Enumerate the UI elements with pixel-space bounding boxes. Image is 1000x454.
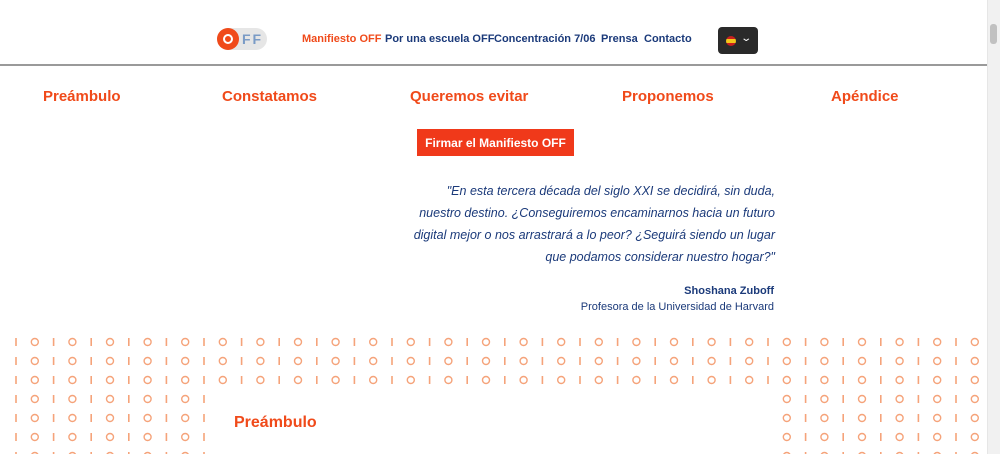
- quote-line: que podamos considerar nuestro hogar?": [545, 250, 775, 264]
- binary-zero-mark: [69, 377, 76, 384]
- binary-zero-mark: [332, 339, 339, 346]
- binary-zero-mark: [671, 339, 678, 346]
- binary-zero-mark: [69, 396, 76, 403]
- binary-zero-mark: [934, 339, 941, 346]
- binary-zero-mark: [746, 377, 753, 384]
- binary-zero-mark: [633, 377, 640, 384]
- binary-zero-mark: [31, 396, 38, 403]
- binary-zero-mark: [219, 377, 226, 384]
- binary-zero-mark: [971, 339, 978, 346]
- binary-zero-mark: [558, 377, 565, 384]
- binary-zero-mark: [971, 358, 978, 365]
- binary-zero-mark: [107, 434, 114, 441]
- quote-author: Shoshana Zuboff: [684, 285, 774, 297]
- binary-zero-mark: [182, 415, 189, 422]
- binary-zero-mark: [558, 339, 565, 346]
- vertical-scrollbar[interactable]: [987, 0, 1000, 454]
- binary-zero-mark: [144, 339, 151, 346]
- binary-zero-mark: [859, 339, 866, 346]
- section-title: Preámbulo: [234, 414, 317, 431]
- binary-zero-mark: [144, 434, 151, 441]
- binary-zero-mark: [595, 358, 602, 365]
- site-header: [0, 0, 988, 66]
- binary-zero-mark: [859, 396, 866, 403]
- binary-zero-mark: [821, 396, 828, 403]
- binary-zero-mark: [31, 339, 38, 346]
- binary-zero-mark: [821, 339, 828, 346]
- binary-zero-mark: [971, 377, 978, 384]
- binary-zero-mark: [934, 434, 941, 441]
- binary-zero-mark: [595, 339, 602, 346]
- binary-zero-mark: [971, 434, 978, 441]
- binary-zero-mark: [783, 377, 790, 384]
- binary-zero-mark: [219, 358, 226, 365]
- binary-zero-mark: [595, 377, 602, 384]
- quote-block: [390, 180, 775, 268]
- binary-zero-mark: [407, 339, 414, 346]
- binary-zero-mark: [783, 358, 790, 365]
- binary-zero-mark: [107, 396, 114, 403]
- binary-zero-mark: [971, 396, 978, 403]
- binary-zero-mark: [69, 339, 76, 346]
- quote-line: "En esta tercera década del siglo XXI se decidirá, sin duda,: [446, 184, 775, 198]
- binary-zero-mark: [821, 415, 828, 422]
- binary-zero-mark: [107, 377, 114, 384]
- binary-zero-mark: [257, 377, 264, 384]
- binary-zero-mark: [144, 377, 151, 384]
- binary-zero-mark: [520, 358, 527, 365]
- binary-zero-mark: [821, 434, 828, 441]
- binary-zero-mark: [896, 396, 903, 403]
- nav-prensa[interactable]: Prensa: [601, 33, 638, 45]
- binary-zero-mark: [821, 377, 828, 384]
- binary-zero-mark: [69, 415, 76, 422]
- nav-concentracion[interactable]: Concentración 7/06: [494, 33, 596, 45]
- binary-zero-mark: [31, 434, 38, 441]
- logo-text: FF: [242, 31, 264, 47]
- binary-zero-mark: [896, 434, 903, 441]
- binary-zero-mark: [295, 358, 302, 365]
- binary-zero-mark: [257, 339, 264, 346]
- binary-zero-mark: [934, 358, 941, 365]
- binary-zero-mark: [520, 377, 527, 384]
- binary-zero-mark: [671, 377, 678, 384]
- quote-line: nuestro destino. ¿Conseguiremos encaminarnos hacia un futuro: [419, 206, 775, 220]
- language-selector[interactable]: [718, 27, 758, 54]
- binary-zero-mark: [107, 415, 114, 422]
- binary-zero-mark: [783, 434, 790, 441]
- binary-zero-mark: [182, 339, 189, 346]
- binary-zero-mark: [370, 377, 377, 384]
- binary-zero-mark: [708, 377, 715, 384]
- binary-zero-mark: [633, 358, 640, 365]
- binary-zero-mark: [144, 358, 151, 365]
- binary-zero-mark: [332, 358, 339, 365]
- binary-zero-mark: [746, 339, 753, 346]
- binary-zero-mark: [370, 358, 377, 365]
- tab-constatamos[interactable]: Constatamos: [222, 88, 318, 105]
- binary-zero-mark: [633, 339, 640, 346]
- binary-zero-mark: [896, 358, 903, 365]
- tab-apendice[interactable]: Apéndice: [831, 88, 899, 105]
- nav-contacto[interactable]: Contacto: [644, 33, 692, 45]
- binary-zero-mark: [107, 339, 114, 346]
- binary-zero-mark: [445, 377, 452, 384]
- logo-o-icon: [217, 28, 239, 50]
- binary-zero-mark: [896, 415, 903, 422]
- binary-zero-mark: [708, 358, 715, 365]
- spain-flag-icon: [726, 36, 736, 46]
- binary-zero-mark: [859, 377, 866, 384]
- binary-zero-mark: [783, 396, 790, 403]
- quote-author-role: Profesora de la Universidad de Harvard: [580, 301, 774, 313]
- binary-zero-mark: [407, 358, 414, 365]
- nav-escuela[interactable]: Por una escuela OFF: [385, 33, 495, 45]
- binary-zero-mark: [332, 377, 339, 384]
- binary-zero-mark: [859, 434, 866, 441]
- binary-zero-mark: [708, 339, 715, 346]
- binary-zero-mark: [896, 339, 903, 346]
- binary-zero-mark: [859, 358, 866, 365]
- scrollbar-thumb[interactable]: [990, 24, 997, 44]
- binary-zero-mark: [783, 415, 790, 422]
- binary-zero-mark: [182, 434, 189, 441]
- binary-zero-mark: [445, 339, 452, 346]
- binary-zero-mark: [144, 396, 151, 403]
- binary-zero-mark: [69, 434, 76, 441]
- binary-zero-mark: [295, 377, 302, 384]
- sign-manifesto-button[interactable]: Firmar el Manifiesto OFF: [417, 129, 574, 156]
- binary-zero-mark: [783, 339, 790, 346]
- binary-zero-mark: [69, 358, 76, 365]
- binary-zero-mark: [671, 358, 678, 365]
- binary-zero-mark: [219, 339, 226, 346]
- binary-zero-mark: [445, 358, 452, 365]
- binary-zero-mark: [370, 339, 377, 346]
- binary-zero-mark: [520, 339, 527, 346]
- binary-zero-mark: [483, 339, 490, 346]
- binary-zero-mark: [821, 358, 828, 365]
- binary-zero-mark: [934, 396, 941, 403]
- binary-zero-mark: [407, 377, 414, 384]
- binary-zero-mark: [483, 358, 490, 365]
- binary-zero-mark: [257, 358, 264, 365]
- binary-zero-mark: [182, 377, 189, 384]
- binary-zero-mark: [934, 377, 941, 384]
- chevron-down-icon: ⌄: [740, 33, 753, 44]
- binary-zero-mark: [182, 358, 189, 365]
- binary-zero-mark: [144, 415, 151, 422]
- binary-zero-mark: [31, 415, 38, 422]
- nav-manifiesto[interactable]: Manifiesto OFF: [302, 33, 382, 45]
- quote-line: digital mejor o nos arrastrará a lo peor? ¿Seguirá siendo un lugar: [413, 228, 775, 242]
- binary-zero-mark: [896, 377, 903, 384]
- tab-preambulo[interactable]: Preámbulo: [43, 88, 121, 105]
- binary-zero-mark: [295, 339, 302, 346]
- binary-zero-mark: [483, 377, 490, 384]
- binary-zero-mark: [971, 415, 978, 422]
- binary-zero-mark: [746, 358, 753, 365]
- off-logo[interactable]: [217, 28, 267, 50]
- binary-zero-mark: [31, 358, 38, 365]
- binary-zero-mark: [107, 358, 114, 365]
- binary-zero-mark: [182, 396, 189, 403]
- tab-queremos-evitar[interactable]: Queremos evitar: [410, 88, 529, 105]
- binary-zero-mark: [31, 377, 38, 384]
- binary-zero-mark: [558, 358, 565, 365]
- binary-zero-mark: [934, 415, 941, 422]
- binary-zero-mark: [859, 415, 866, 422]
- tab-proponemos[interactable]: Proponemos: [622, 88, 714, 105]
